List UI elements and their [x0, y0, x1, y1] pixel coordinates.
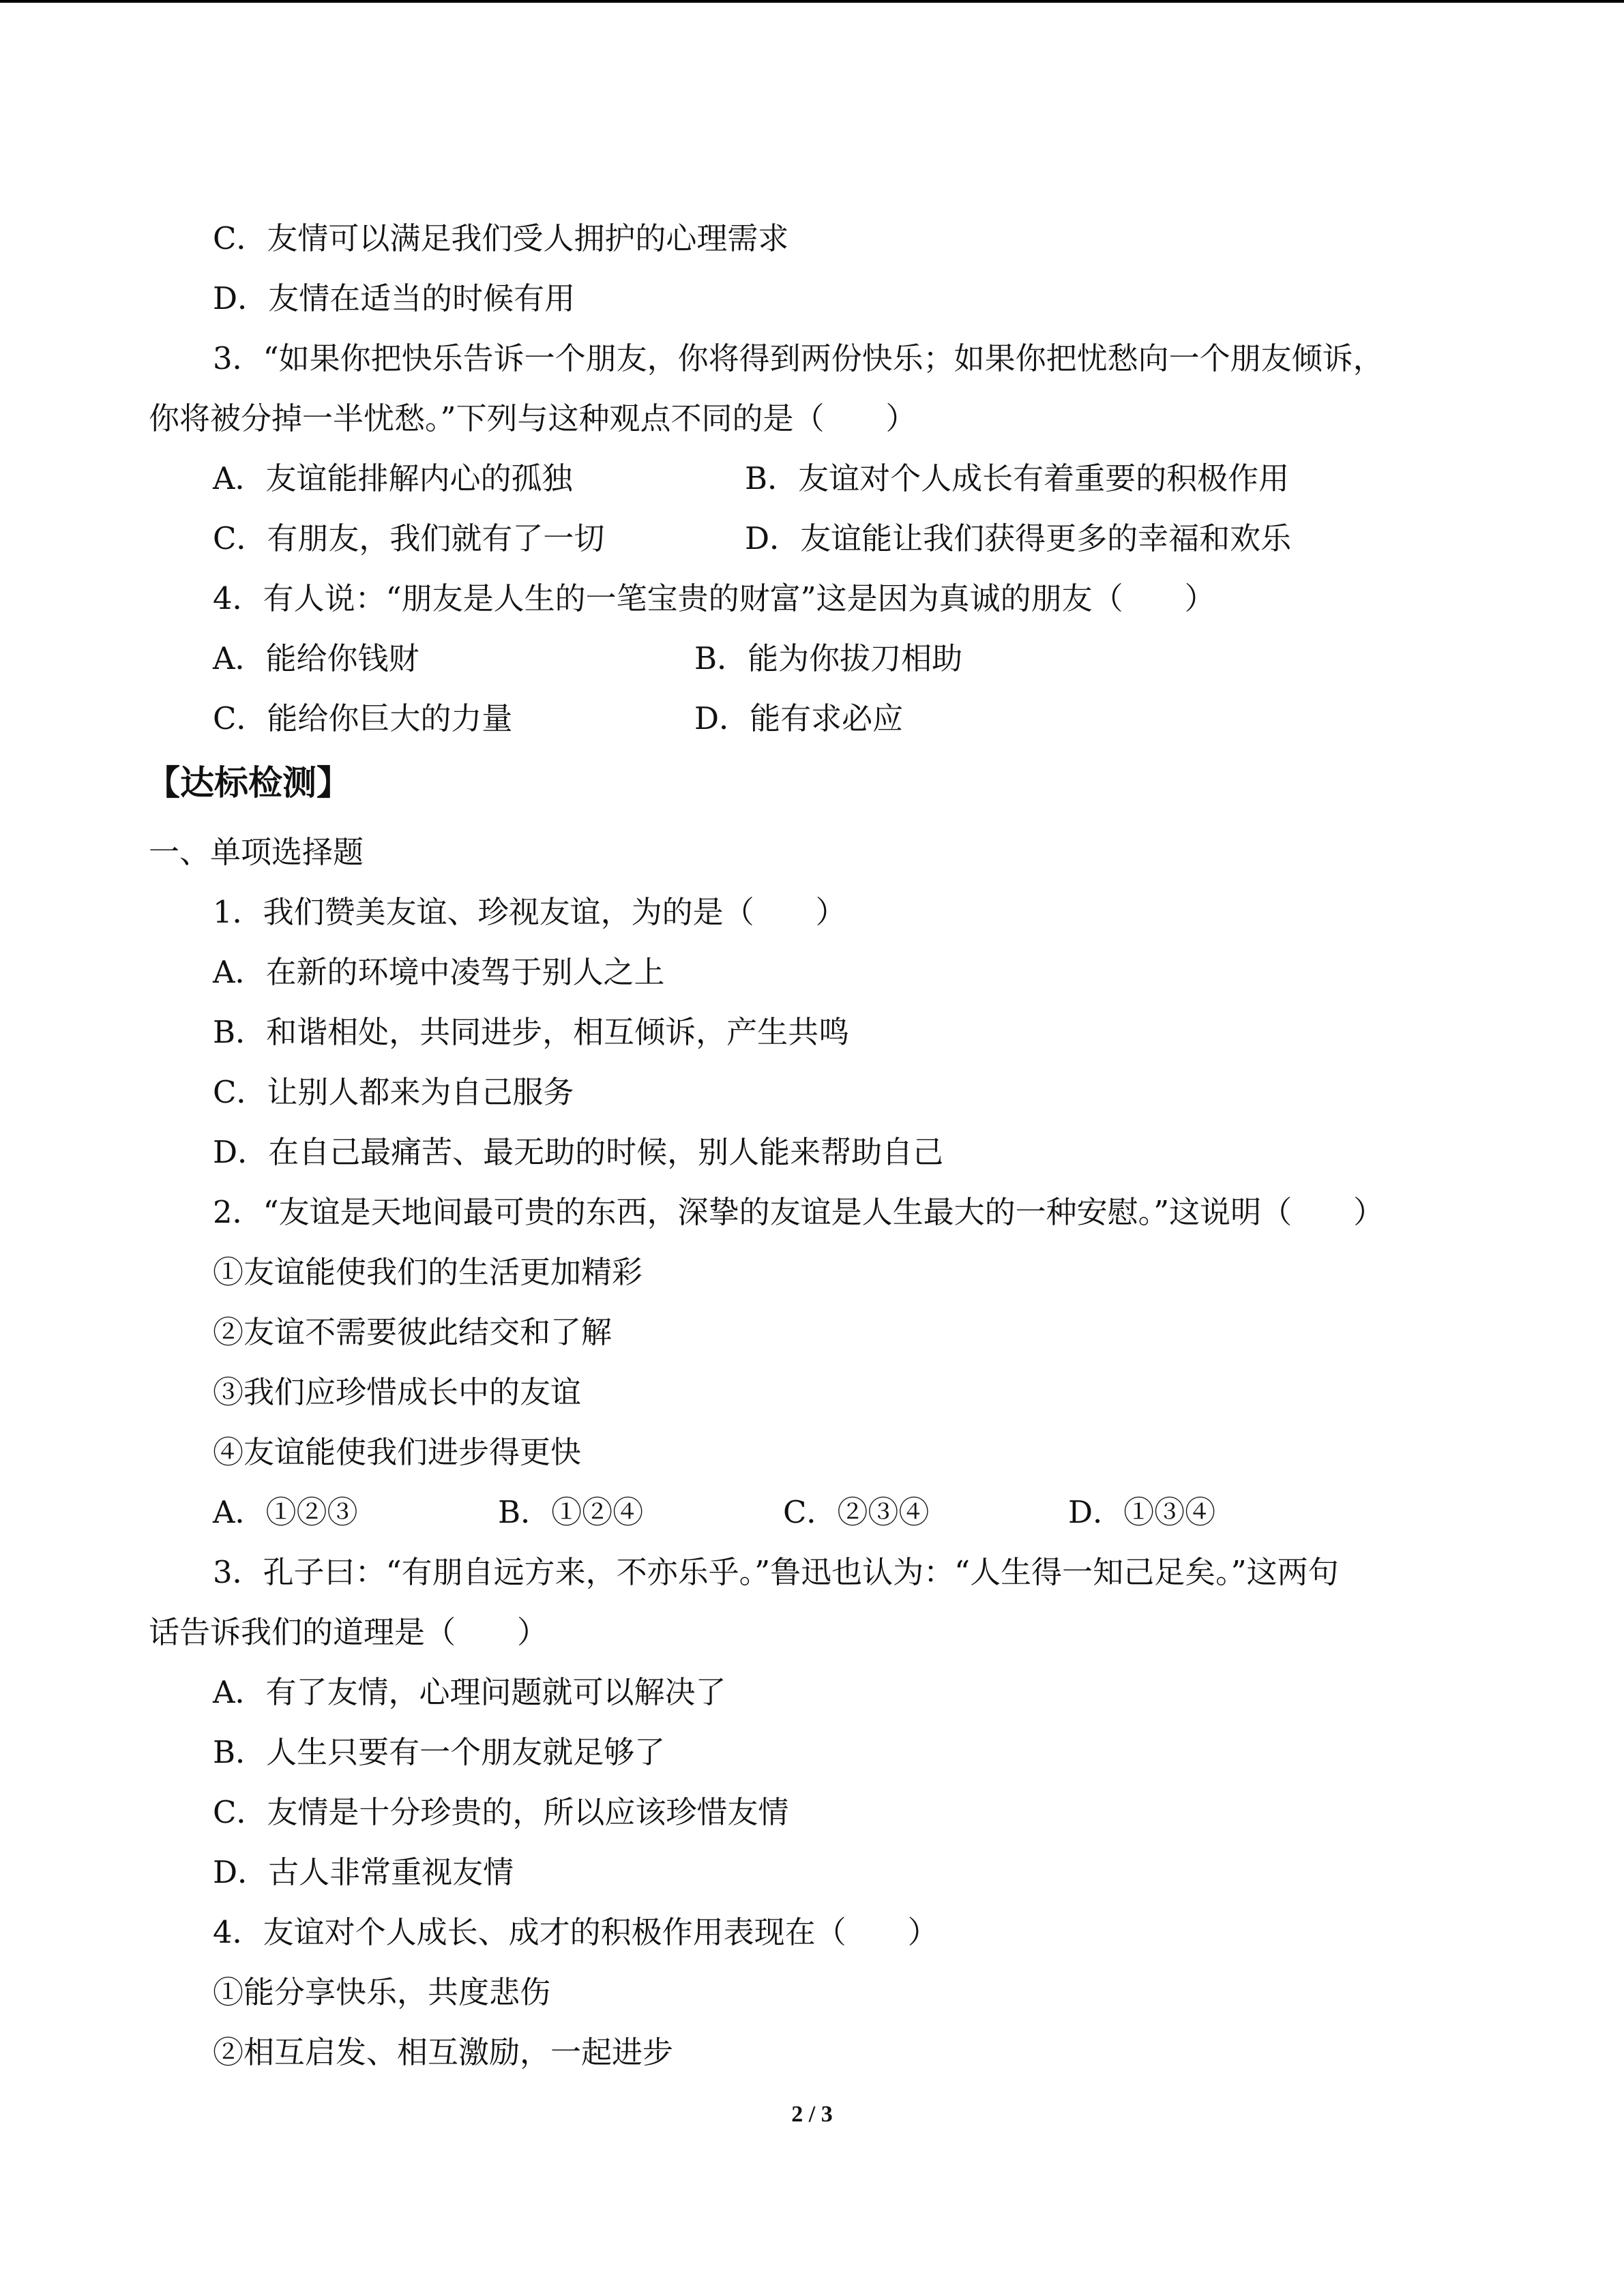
option-c: C．友情是十分珍贵的，所以应该珍惜友情 [213, 1794, 789, 1830]
top-border-rule [0, 0, 1624, 3]
option-a: A．在新的环境中凌驾于别人之上 [213, 954, 665, 990]
question-stem: 4．友谊对个人成长、成才的积极作用表现在（ ） [213, 1914, 939, 1950]
question-stem: 1．我们赞美友谊、珍视友谊，为的是（ ） [213, 894, 846, 930]
question-stem-continued: 话告诉我们的道理是（ ） [149, 1614, 548, 1650]
statement-item: ②友谊不需要彼此结交和了解 [213, 1314, 612, 1350]
document-page [146, 209, 1486, 2083]
option-d: D．友谊能让我们获得更多的幸福和欢乐 [745, 520, 1292, 556]
option-d: D．友情在适当的时候有用 [213, 280, 576, 316]
statement-item: ①能分享快乐，共度悲伤 [213, 1974, 551, 2010]
option-a: A．有了友情，心理问题就可以解决了 [213, 1674, 726, 1710]
option-row [149, 689, 1486, 749]
option-b: B．友谊对个人成长有着重要的积极作用 [745, 460, 1290, 496]
option-b: B．能为你拔刀相助 [694, 640, 963, 676]
statement-item: ③我们应珍惜成长中的友谊 [213, 1374, 582, 1410]
question-stem: 4．有人说：“朋友是人生的一笔宝贵的财富”这是因为真诚的朋友（ ） [213, 580, 1215, 616]
option-a: A．能给你钱财 [213, 640, 419, 676]
option-row [149, 509, 1486, 569]
option-d: D．①③④ [1068, 1494, 1216, 1530]
option-b: B．和谐相处，共同进步，相互倾诉，产生共鸣 [213, 1014, 850, 1050]
option-c: C．能给你巨大的力量 [213, 700, 513, 736]
option-d: D．在自己最痛苦、最无助的时候，别人能来帮助自己 [213, 1134, 944, 1170]
section-title: 【达标检测】 [146, 763, 351, 803]
option-c: C．②③④ [783, 1494, 930, 1530]
question-stem: 3．“如果你把快乐告诉一个朋友，你将得到两份快乐；如果你把忧愁向一个朋友倾诉， [213, 340, 1384, 376]
option-row [149, 1482, 1486, 1542]
question-stem: 2．“友谊是天地间最可贵的东西，深挚的友谊是人生最大的一种安慰。”这说明（ ） [213, 1194, 1385, 1230]
option-c: C．有朋友，我们就有了一切 [213, 520, 605, 556]
option-row [149, 449, 1486, 509]
option-row [149, 629, 1486, 689]
question-stem: 3．孔子曰：“有朋自远方来，不亦乐乎。”鲁迅也认为：“人生得一知己足矣。”这两句 [213, 1554, 1339, 1590]
statement-item: ①友谊能使我们的生活更加精彩 [213, 1254, 643, 1290]
option-c: C．让别人都来为自己服务 [213, 1074, 574, 1110]
option-b: B．人生只要有一个朋友就足够了 [213, 1734, 666, 1770]
option-a: A．①②③ [213, 1494, 358, 1530]
option-d: D．能有求必应 [694, 700, 904, 736]
option-a: A．友谊能排解内心的孤独 [213, 460, 573, 496]
page-number: 2 / 3 [791, 2102, 833, 2127]
subsection-title: 一、单项选择题 [149, 834, 364, 870]
statement-item: ④友谊能使我们进步得更快 [213, 1434, 582, 1470]
option-c: C．友情可以满足我们受人拥护的心理需求 [213, 220, 789, 256]
question-stem-continued: 你将被分掉一半忧愁。”下列与这种观点不同的是（ ） [149, 400, 917, 436]
statement-item: ②相互启发、相互激励，一起进步 [213, 2034, 674, 2070]
option-d: D．古人非常重视友情 [213, 1854, 514, 1890]
option-b: B．①②④ [498, 1494, 644, 1530]
